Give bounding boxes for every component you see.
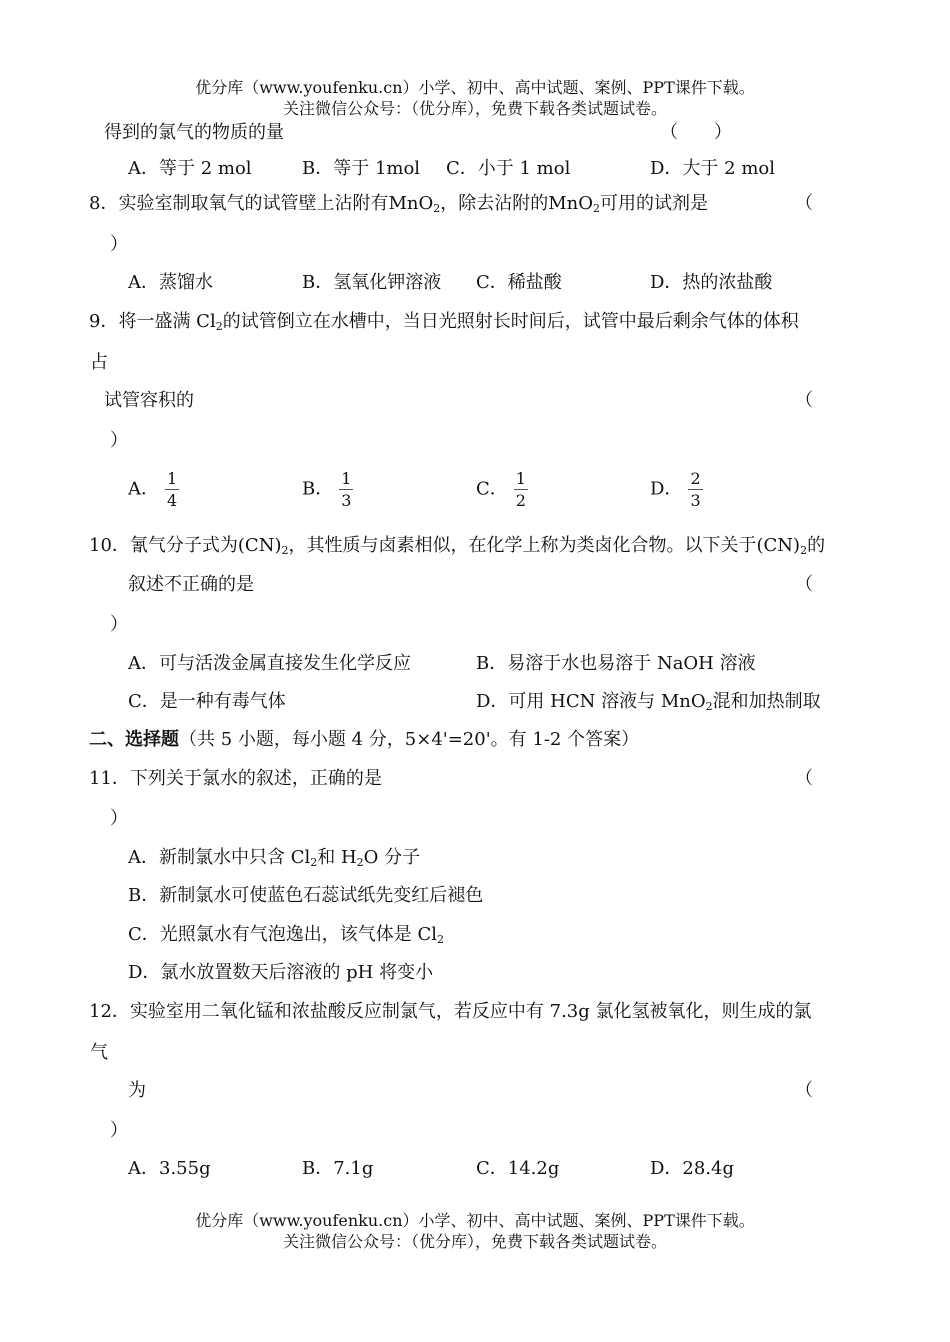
fraction: $\frac{1}{4}$ <box>167 469 178 510</box>
q8-paren-open: （ <box>795 193 813 214</box>
q12-stem-line2: 气 <box>90 1042 108 1063</box>
header-line-1: 优分库（www.youfenku.cn）小学、初中、高中试题、案例、PPT课件下载。 <box>195 78 755 97</box>
q9-option-c: C． $\frac{1}{2}$ <box>476 469 526 510</box>
q7-paren: （ ） <box>660 122 732 143</box>
q7-text: 得到的氯气的物质的量 <box>104 122 284 143</box>
q10-stem: 10．氰气分子式为$(CN)_2$，其性质与卤素相似，在化学上称为类卤化合物。以下关于$(CN)_2$的 <box>89 535 826 557</box>
q12-option-c: C．14.2g <box>476 1158 560 1179</box>
q11-option-a: A．新制氯水中只含 $Cl_2$和 $H_2O$ 分子 <box>128 847 421 869</box>
q7-option-b: B．等于 1mol <box>302 158 421 179</box>
q11-option-c: C．光照氯水有气泡逸出，该气体是 $Cl_2$ <box>128 924 445 946</box>
q9-paren-open: （ <box>795 390 813 411</box>
q12-options <box>0 1158 950 1182</box>
q12-option-a: A．3.55g <box>128 1158 211 1179</box>
q11-paren-close: ） <box>110 808 128 829</box>
header-line-2: 关注微信公众号：（优分库），免费下载各类试题试卷。 <box>282 99 667 118</box>
q7-option-c: C．小于 1 mol <box>446 158 571 179</box>
q7-option-a: A．等于 2 mol <box>128 158 252 179</box>
q8-option-c: C．稀盐酸 <box>476 272 562 293</box>
q10-paren-close: ） <box>110 614 128 635</box>
q12-option-b: B．7.1g <box>302 1158 374 1179</box>
q12-stem-line3: 为 <box>128 1080 146 1101</box>
q8-option-d: D．热的浓盐酸 <box>650 272 773 293</box>
fraction: $\frac{1}{3}$ <box>341 469 352 510</box>
footer-line-1: 优分库（www.youfenku.cn）小学、初中、高中试题、案例、PPT课件下载。 <box>195 1211 755 1230</box>
q9-option-a: A． $\frac{1}{4}$ <box>128 469 178 510</box>
q12-stem: 12．实验室用二氧化锰和浓盐酸反应制氯气，若反应中有 7.3g 氯化氢被氧化，则生成的氯 <box>89 1001 812 1022</box>
q9-stem-line3: 试管容积的 <box>104 390 194 411</box>
q10-option-c: C．是一种有毒气体 <box>128 691 286 712</box>
q7-option-d: D．大于 2 mol <box>650 158 775 179</box>
q11-option-b: B．新制氯水可使蓝色石蕊试纸先变红后褪色 <box>128 885 484 906</box>
q9-stem: 9．将一盛满 $Cl_2$的试管倒立在水槽中，当日光照射长时间后，试管中最后剩余气体的体积 <box>89 311 799 333</box>
q8-option-a: A．蒸馏水 <box>128 272 213 293</box>
fraction: $\frac{2}{3}$ <box>690 469 701 510</box>
q10-option-a: A．可与活泼金属直接发生化学反应 <box>128 653 411 674</box>
q9-stem-line2: 占 <box>90 352 108 373</box>
q8-options <box>0 272 950 296</box>
q10-option-b: B．易溶于水也易溶于 NaOH 溶液 <box>476 653 756 674</box>
q12-paren-close: ） <box>110 1120 128 1141</box>
q7-options <box>0 158 950 182</box>
q10-stem-line2: 叙述不正确的是 <box>128 574 254 595</box>
q9-option-b: B． $\frac{1}{3}$ <box>302 469 352 510</box>
q10-paren-open: （ <box>795 574 813 595</box>
q11-option-d: D．氯水放置数天后溶液的 pH 将变小 <box>128 962 434 983</box>
q10-option-d: D．可用 HCN 溶液与 MnO$_2$混和加热制取 <box>476 691 821 713</box>
q11-paren-open: （ <box>795 768 813 789</box>
q8-stem: 8．实验室制取氧气的试管壁上沾附有MnO$_2$，除去沾附的MnO$_2$可用的试剂是 <box>89 193 709 215</box>
q8-paren-close: ） <box>110 234 128 255</box>
section-2-heading: 二、选择题（共 5 小题，每小题 4 分，5×4'=20'。有 1-2 个答案） <box>89 729 640 750</box>
q12-paren-open: （ <box>795 1080 813 1101</box>
fraction: $\frac{1}{2}$ <box>515 469 526 510</box>
q9-option-d: D． $\frac{2}{3}$ <box>650 469 701 510</box>
q9-options <box>0 470 950 520</box>
q8-option-b: B．氢氧化钾溶液 <box>302 272 442 293</box>
q12-option-d: D．28.4g <box>650 1158 735 1179</box>
footer-line-2: 关注微信公众号：（优分库），免费下载各类试题试卷。 <box>282 1232 667 1251</box>
q9-paren-close: ） <box>110 430 128 451</box>
q11-stem: 11．下列关于氯水的叙述，正确的是 <box>89 768 382 789</box>
